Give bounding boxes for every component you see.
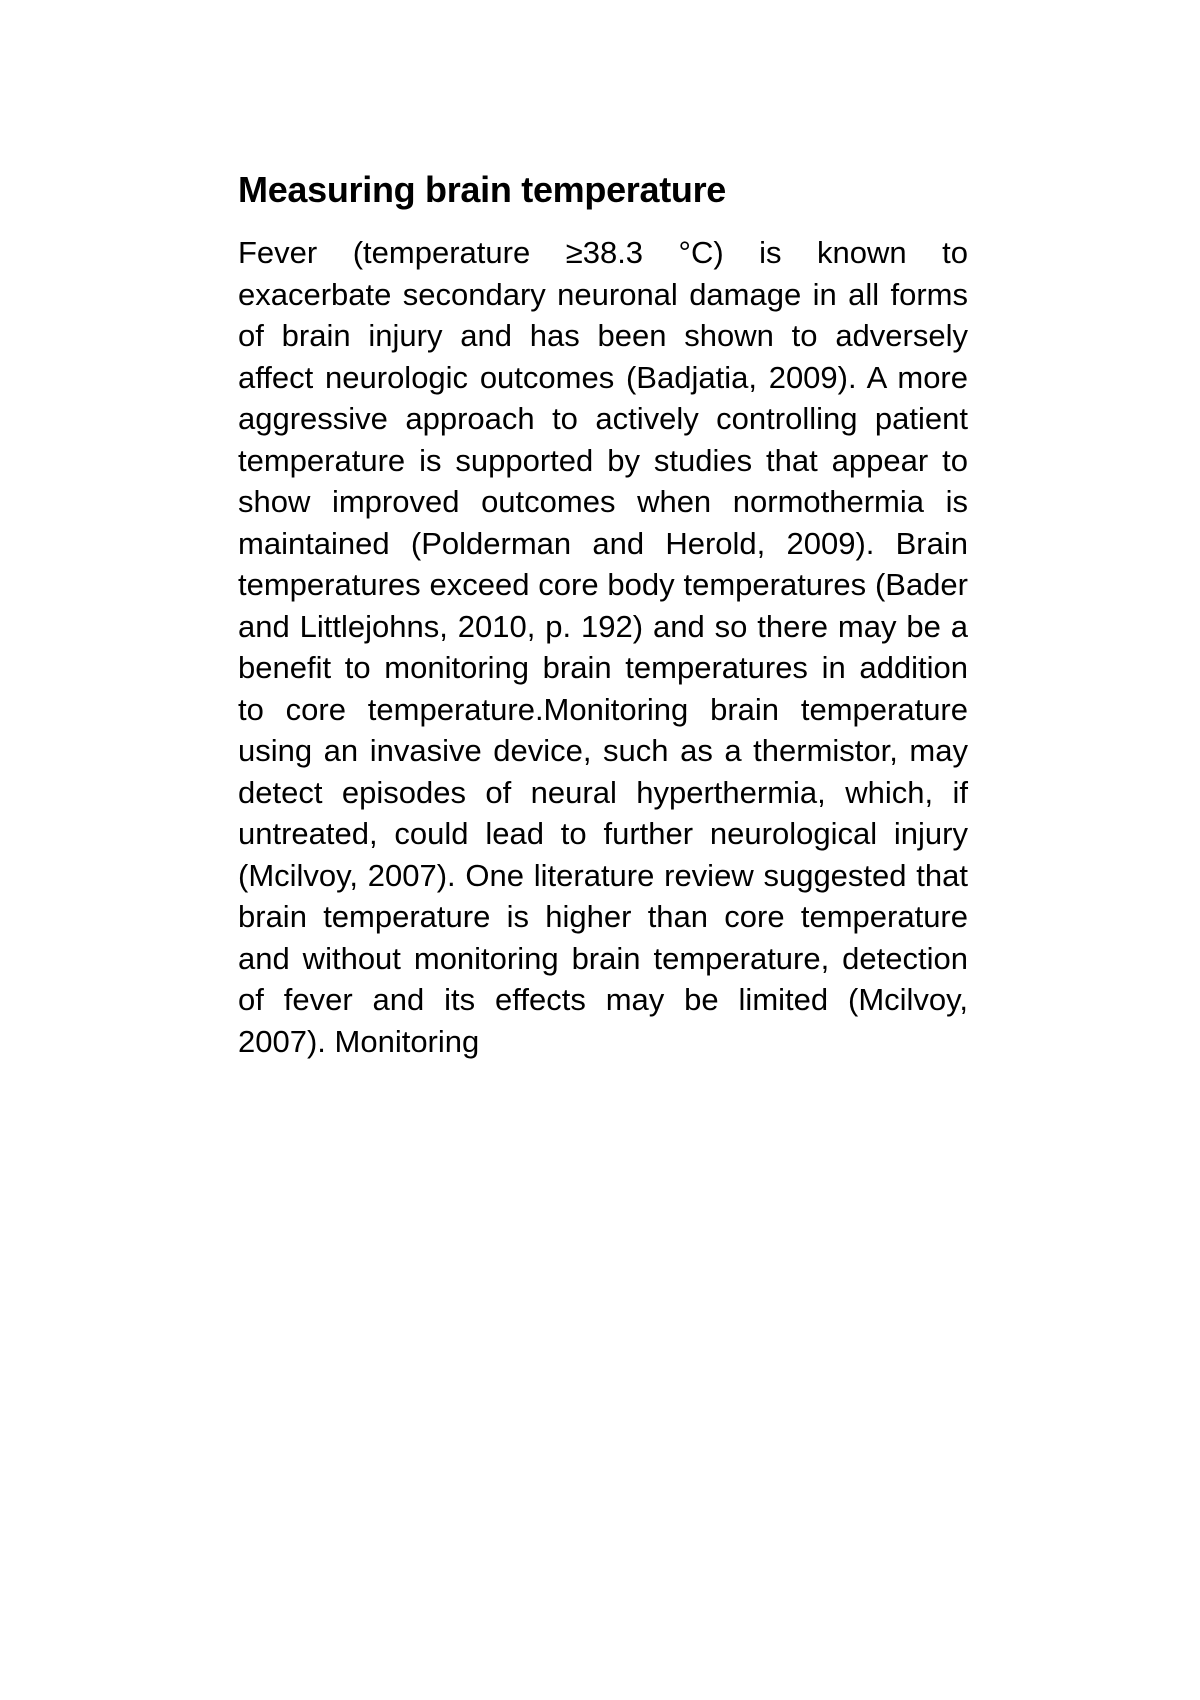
body-paragraph: Fever (temperature ≥38.3 °C) is known to exacerbate secondary neuronal damage in all forms of brain injury and has been shown to adversely affect neurologic outcomes (Badjatia, 2009). A more aggressive approach to actively controlling patient temperature is supported by studies that appear to show improved outcomes when normothermia is maintained (Polderman and Herold, 2009). Brain temperatures exceed core body temperatures (Bader and Littlejohns, 2010, p. 192) and so there may be a benefit to monitoring brain temperatures in addition to core temperature.Monitoring brain temperature using an invasive device, such as a thermistor, may detect episodes of neural hyperthermia, which, if untreated, could lead to further neurological injury (Mcilvoy, 2007). One literature review suggested that brain temperature is higher than core temperature and without monitoring brain temperature, detection of fever and its effects may be limited (Mcilvoy, 2007). Monitoring: [238, 235, 968, 1059]
section-title: Measuring brain temperature: [238, 169, 727, 210]
document-page: [238, 168, 968, 1062]
